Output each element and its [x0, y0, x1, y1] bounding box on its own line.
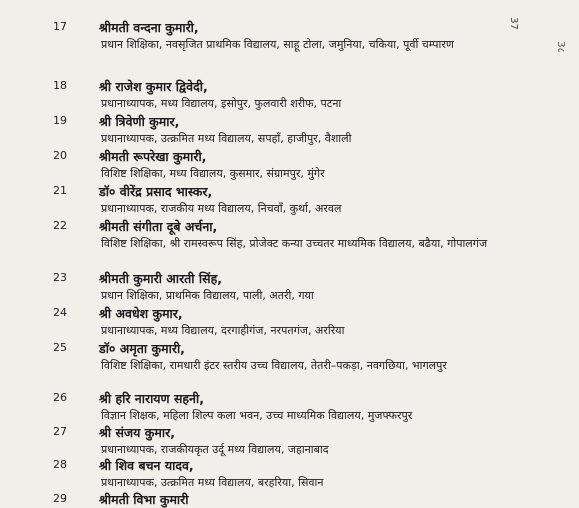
entry-name: डॉ० वीरेंद्र प्रसाद भास्कर, [99, 184, 213, 199]
entry-address: प्रधानाध्यापक, मध्य विद्यालय, दरगाहीगंज, नरपतगंज, अररिया [101, 324, 345, 337]
page-number: 37 [507, 17, 519, 30]
entry-name: श्री संजय कुमार, [99, 425, 175, 440]
entry-address: विशिष्ट शिक्षिका, श्री रामस्वरूप सिंह, प्रोजेक्ट कन्या उच्चतर माध्यमिक विद्यालय, बढैया, गोपालगंज [101, 237, 488, 250]
entry-number: 19 [53, 114, 67, 127]
entry-name: श्री हरि नारायण सहनी, [99, 391, 204, 406]
entry-number: 23 [53, 271, 67, 284]
entry-address: प्रधानाध्यापक, उत्क्रमित मध्य विद्यालय, सपहाँ, हाजीपुर, वैशाली [101, 132, 352, 145]
entry-number: 17 [53, 20, 67, 33]
entry-address: विशिष्ट शिक्षिका, मध्य विद्यालय, कुसमार, संग्रामपुर, मुंगेर [101, 167, 325, 180]
margin-mark: 3८ [554, 41, 566, 53]
entry-number: 29 [53, 492, 67, 505]
entry-name: श्रीमती संगीता दूबे अर्चना, [99, 219, 218, 234]
entry-name: श्री राजेश कुमार द्विवेदी, [99, 79, 208, 94]
entry-name: श्रीमती विभा कुमारी [99, 492, 189, 507]
entry-address: विशिष्ट शिक्षिका, रामधारी इंटर स्तरीय उच्च विद्यालय, तेतरी–पकड़ा, नवगछिया, भागलपुर [101, 359, 447, 372]
entry-address: प्रधानाध्यापक, मध्य विद्यालय, इसोपुर, फुलवारी शरीफ, पटना [101, 97, 342, 110]
entry-address: विज्ञान शिक्षक, महिला शिल्प कला भवन, उच्च माध्यमिक विद्यालय, मुजफ्फरपुर [101, 409, 413, 422]
entry-number: 28 [53, 458, 67, 471]
entry-number: 22 [53, 219, 67, 232]
entry-number: 27 [53, 425, 67, 438]
entry-name: श्री शिव बचन यादव, [99, 458, 194, 473]
entry-number: 21 [53, 184, 67, 197]
entry-name: श्रीमती कुमारी आरती सिंह, [99, 271, 222, 286]
entry-address: प्रधानाध्यापक, राजकीयकृत उर्दू मध्य विद्यालय, जहानाबाद [101, 443, 329, 456]
entry-name: श्रीमती वन्दना कुमारी, [99, 20, 199, 35]
entry-name: डॉ० अमृता कुमारी, [99, 341, 185, 356]
entry-name: श्री त्रिवेणी कुमार, [99, 114, 180, 129]
entry-name: श्रीमती रूपरेखा कुमारी, [99, 149, 207, 164]
entry-number: 26 [53, 391, 67, 404]
entry-number: 25 [53, 341, 67, 354]
entry-number: 18 [53, 79, 67, 92]
entry-address: प्रधान शिक्षिका, नवसृजित प्राथमिक विद्यालय, साहू टोला, जमुनिया, चकिया, पूर्वी चम्पारण [101, 38, 454, 51]
entry-number: 20 [53, 149, 67, 162]
entry-name: श्री अवधेश कुमार, [99, 306, 183, 321]
entry-address: प्रधानाध्यापक, राजकीय मध्य विद्यालय, निचवाँ, कुर्था, अरवल [101, 202, 342, 215]
entry-number: 24 [53, 306, 67, 319]
entry-address: प्रधान शिक्षिका, प्राथमिक विद्यालय, पाली, अतरी, गया [101, 289, 314, 302]
entry-address: प्रधानाध्यापक, उत्क्रमित मध्य विद्यालय, बरहरिया, सिवान [101, 476, 324, 489]
